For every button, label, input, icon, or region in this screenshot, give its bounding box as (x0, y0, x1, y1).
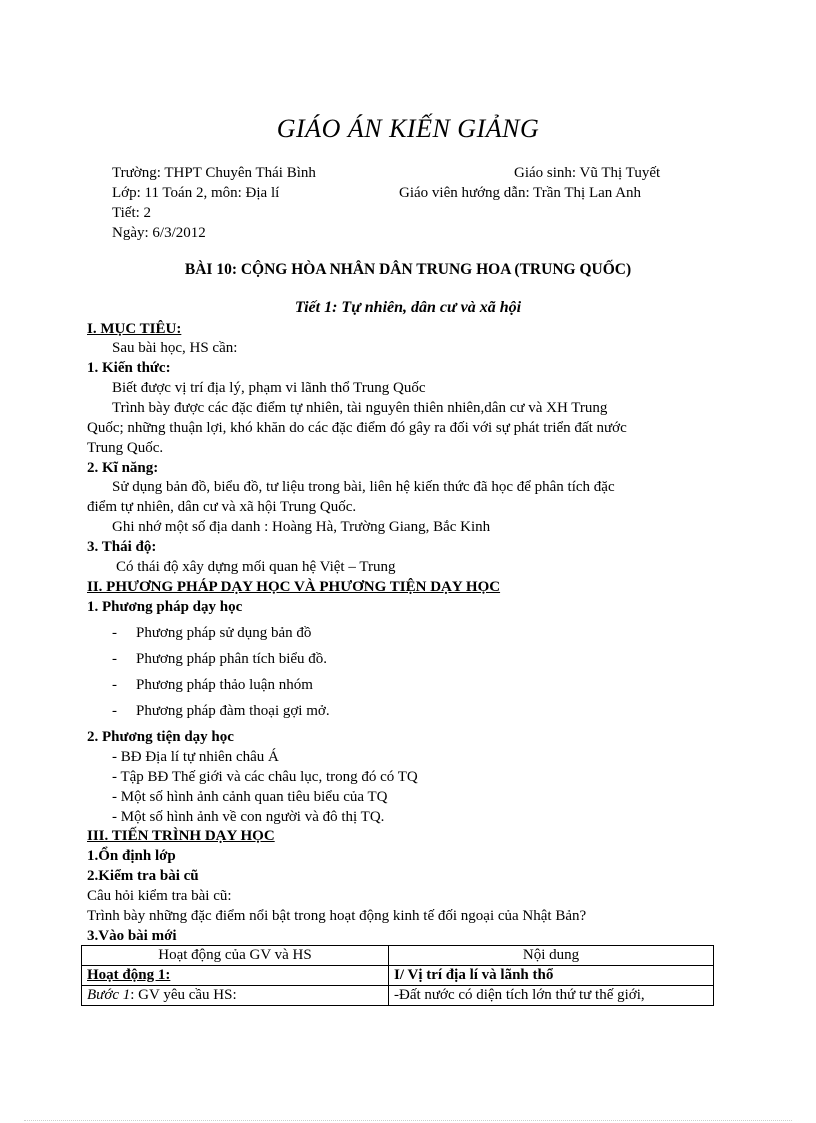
objectives-intro: Sau bài học, HS cần: (112, 340, 238, 356)
knowledge-item-2-line3: Trung Quốc. (87, 440, 164, 456)
document-title: GIÁO ÁN KIẾN GIẢNG (276, 114, 540, 143)
knowledge-heading: 1. Kiến thức: (87, 360, 171, 376)
table-header-activity: Hoạt động của GV và HS (82, 946, 389, 966)
step-stabilize-class: 1.Ổn định lớp (87, 848, 176, 864)
skills-item-1-line1: Sử dụng bản đồ, biểu đồ, tư liệu trong bài, liên hệ kiến thức đã học để phân tích đặc (112, 479, 615, 495)
page-bottom-divider (24, 1120, 792, 1121)
date-info: Ngày: 6/3/2012 (112, 225, 206, 241)
method-bullet: - (112, 651, 117, 667)
table-row (82, 966, 714, 986)
tools-heading: 2. Phương tiện dạy học (87, 729, 234, 745)
activity-table (81, 945, 714, 1006)
class-subject-info: Lớp: 11 Toán 2, môn: Địa lí (112, 185, 280, 201)
lesson-title: BÀI 10: CỘNG HÒA NHÂN DÂN TRUNG HOA (TRUNG QUỐC) (184, 261, 632, 278)
student-teacher-info: Giáo sinh: Vũ Thị Tuyết (514, 165, 661, 181)
section-process-heading: III. TIẾN TRÌNH DẠY HỌC (87, 828, 275, 844)
methods-heading: 1. Phương pháp dạy học (87, 599, 243, 615)
tool-item: - Tập BĐ Thế giới và các châu lục, trong đó có TQ (112, 769, 418, 785)
tool-item: - BĐ Địa lí tự nhiên châu Á (112, 749, 279, 765)
tool-item: - Một số hình ảnh về con người và đô thị TQ. (112, 809, 385, 825)
method-item: Phương pháp sử dụng bản đồ (136, 625, 312, 641)
skills-heading: 2. Kĩ năng: (87, 460, 159, 476)
activity-step-1 (82, 986, 389, 1006)
knowledge-item-1: Biết được vị trí địa lý, phạm vi lãnh thổ Trung Quốc (112, 380, 426, 396)
period-title: Tiết 1: Tự nhiên, dân cư và xã hội (294, 299, 522, 316)
content-line-1: -Đất nước có diện tích lớn thứ tư thế giới, (389, 986, 714, 1006)
attitude-item-1: Có thái độ xây dựng mối quan hệ Việt – Trung (116, 559, 396, 575)
school-info: Trường: THPT Chuyên Thái Bình (112, 165, 316, 181)
skills-item-1-line2: điểm tự nhiên, dân cư và xã hội Trung Quốc. (87, 499, 357, 515)
knowledge-item-2-line1: Trình bày được các đặc điểm tự nhiên, tài nguyên thiên nhiên,dân cư và XH Trung (112, 400, 608, 416)
tool-item: - Một số hình ảnh cảnh quan tiêu biểu của TQ (112, 789, 388, 805)
attitude-heading: 3. Thái độ: (87, 539, 157, 555)
method-item: Phương pháp đàm thoại gợi mở. (136, 703, 330, 719)
step-label: Bước 1 (87, 987, 131, 1003)
check-question: Trình bày những đặc điểm nổi bật trong hoạt động kinh tế đối ngoại của Nhật Bản? (87, 908, 587, 924)
table-row (82, 986, 714, 1006)
content-section-1: I/ Vị trí địa lí và lãnh thổ (389, 966, 714, 986)
knowledge-item-2-line2: Quốc; những thuận lợi, khó khăn do các đặc điểm đó gây ra đối với sự phát triển đất nước (87, 420, 627, 436)
table-header-row (82, 946, 714, 966)
step-new-lesson: 3.Vào bài mới (87, 928, 177, 944)
method-bullet: - (112, 677, 117, 693)
period-info: Tiết: 2 (112, 205, 152, 221)
check-question-label: Câu hỏi kiểm tra bài cũ: (87, 888, 232, 904)
activity-1-label: Hoạt động 1: (82, 966, 389, 986)
supervisor-info: Giáo viên hướng dẫn: Trần Thị Lan Anh (399, 185, 642, 201)
step-check-old-lesson: 2.Kiểm tra bài cũ (87, 868, 199, 884)
method-bullet: - (112, 703, 117, 719)
skills-item-2: Ghi nhớ một số địa danh : Hoàng Hà, Trường Giang, Bắc Kinh (112, 519, 491, 535)
section-methods-heading: II. PHƯƠNG PHÁP DẠY HỌC VÀ PHƯƠNG TIỆN DẠY HỌC (87, 579, 501, 595)
method-bullet: - (112, 625, 117, 641)
section-objectives-heading: I. MỤC TIÊU: (87, 321, 182, 337)
table-header-content: Nội dung (389, 946, 714, 966)
method-item: Phương pháp phân tích biểu đồ. (136, 651, 328, 667)
method-item: Phương pháp thảo luận nhóm (136, 677, 313, 693)
step-text: : GV yêu cầu HS: (130, 987, 237, 1003)
